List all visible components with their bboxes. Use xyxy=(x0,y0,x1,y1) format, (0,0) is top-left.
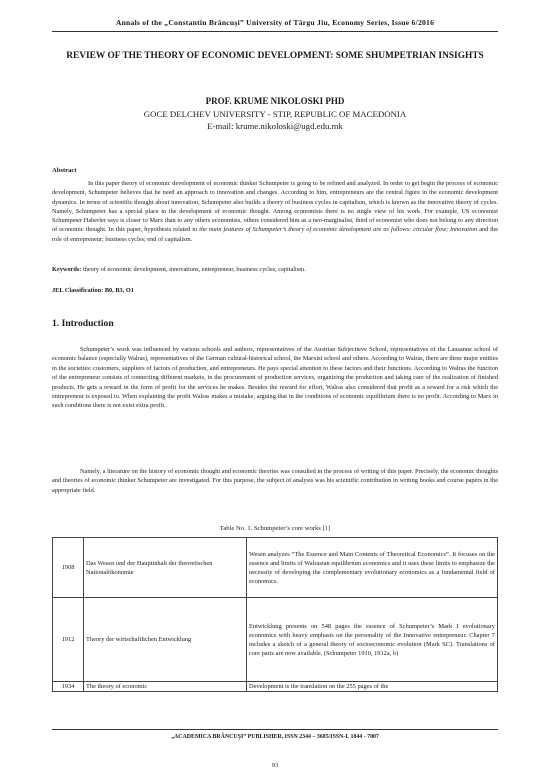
table-row xyxy=(53,598,498,682)
keywords xyxy=(52,265,498,274)
keywords-label: Keywords: xyxy=(52,266,82,273)
table-cell-year: 1912 xyxy=(53,598,84,682)
table-cell-description: Development is the translation on the 255 pages of the xyxy=(247,682,498,692)
table-cell-year: 1908 xyxy=(53,538,84,598)
author-email: E-mail: krume.nikoloski@ugd.edu.mk xyxy=(207,121,343,131)
jel-classification: JEL Classification: B0, B3, O1 xyxy=(52,287,134,294)
footer-rule xyxy=(52,729,498,730)
paper-title: REVIEW OF THE THEORY OF ECONOMIC DEVELOPMENT: SOME SHUMPETRIAN INSIGHTS xyxy=(66,51,484,61)
table-cell-description: Entwicklung presents on 548 pages the essence of Schumpeter’s Mark I evolutionary economics with heavy emphasis on the personality of the Innovative entrepreneur. Chapter 7 includes a sketch of a general theory of socioeconomic evolution (Mark SC). Translations of core parts are now available. (Schumpeter 1910, 1912a, b) xyxy=(247,598,498,682)
table-cell-description: Wesen analyzes “The Essence and Main Contents of Theoretical Economics”. It focuses on the essence and limits of Walrasian equilibrium economics and it uses these limits to emphasize the necessity of developing the complementary evolutionary economics as a fundamental field of economics. xyxy=(247,538,498,598)
author-name: PROF. KRUME NIKOLOSKI PHD xyxy=(205,96,345,106)
intro-paragraph-2: Namely, a literature on the history of economic thought and economic theories was consulted in the process of writing of this paper. Precisely, the economic thoughts and theories of economic thinker Schumpeter are investigated. For this purpose, the subject of analysis was his scientific contribution in writing books and course papers in the appropriate field. xyxy=(52,468,498,494)
table-row xyxy=(53,682,498,692)
abstract-text: In this paper theory of economic development of economic thinker Schumpeter is going to be refined and analyzed. In order to get begin the process of economic development, Schumpeter believes that he need an approach to innovation and changes. According to him, entrepreneurs are the central figure in the economic development dynamics. In terms of scientific thought about innovation, Schumpeter also builds a theory of business cycles in capitalism, which is known as the innovative theory of cycles. Namely, Schumpeter has a special place in the development of economic thought. Among economists there is no single view of his work. For example, US economist Schumpeter Haberler says is closer to Marx than to any others economists, others considered him as a neo-marginalist, third of economist who does not belong to any direction of economic thought. In this paper, hypothesis related to xyxy=(52,180,498,234)
header-rule xyxy=(52,31,498,32)
table-cell-year: 1934 xyxy=(53,682,84,692)
section-heading-introduction: 1. Introduction xyxy=(52,318,114,329)
abstract-heading: Abstract xyxy=(52,167,77,174)
table-row xyxy=(53,538,498,598)
intro-paragraph-1: Schumpeter’s work was influenced by various schools and authors, representatives of the Austrian Subjectieve School, representatives of the Lausanne school of economic balance (especially Walras), representatives of the German cultural-historical school, the Marxist school and others. According to Walras, there are three major entities in the societies: customers, suppliers of factors of production, and entrepreneurs. He pays special attention to these factors and their functions. According to Walras the function of the entrepreneur consists of connecting different markets, in the procurement of production services, organizing the production and taking care of the realization of finished products. He gets a reward in the form of profit for the services he makes. Besides the reward for effort, Walras also considered that profit as a reward for a risk which the entrepreneur is exposed to. When explaining the profit Walras makes a mistake, arguing that in the conditions of economic equilibrium there is no profit. According to Marx in such conditions there is not exist extra profit. xyxy=(52,346,498,410)
author-affiliation: GOCE DELCHEV UNIVERSITY - STIP, REPUBLIC OF MACEDONIA xyxy=(143,109,407,119)
table-caption: Table No. 1. Schumpeter’s core works [1] xyxy=(219,525,331,532)
table-cell-title: Theory der wirtschaftlichen Entwicklung xyxy=(84,598,247,682)
page-number: 93 xyxy=(271,762,279,769)
works-table xyxy=(52,537,498,692)
table-cell-title: The theory of economic xyxy=(84,682,247,692)
table-cell-title: Das Wesen und der Hauptinhalt der theoretischen Nationalökonomie xyxy=(84,538,247,598)
keywords-text: theory of economic development, innovations, entrepreneur, business cycles, capitalism. xyxy=(81,266,306,273)
abstract-italic-text: the main features of Schumpeter’s theory of economic development are as follows: circular flow; innovation xyxy=(199,226,478,234)
publisher-footer: „ACADEMICA BRÂNCUŞI” PUBLISHER, ISSN 2344 – 3685/ISSN-L 1844 - 7007 xyxy=(171,734,379,740)
abstract-text-end: and the role of entrepreneur; business cycles; end of capitalism. xyxy=(52,226,499,243)
abstract-paragraph xyxy=(52,179,498,244)
journal-header: Annals of the „Constantin Brâncuşi” University of Târgu Jiu, Economy Series, Issue 6/2016 xyxy=(115,18,435,27)
